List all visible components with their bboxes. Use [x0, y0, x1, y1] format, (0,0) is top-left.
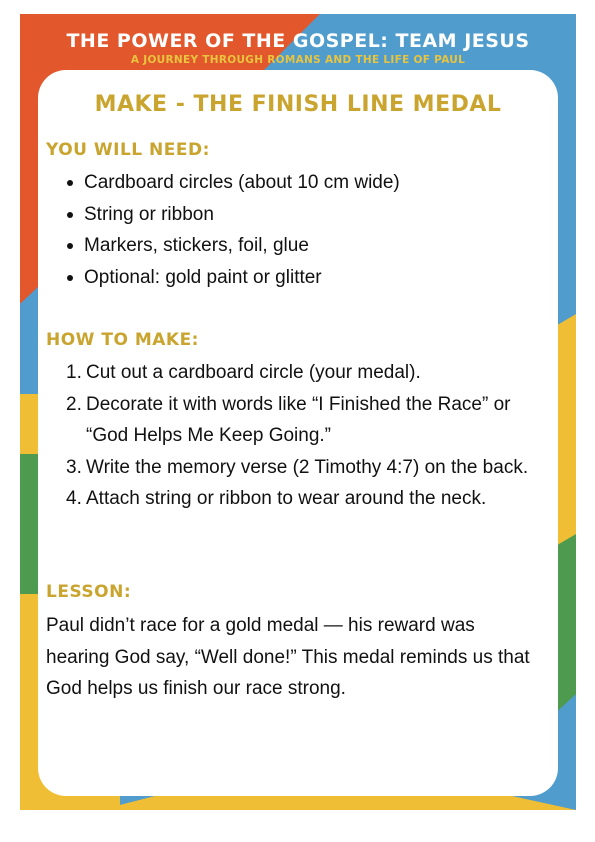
- header-title: THE POWER OF THE GOSPEL: TEAM JESUS: [66, 30, 530, 52]
- bullet-icon: [67, 243, 73, 249]
- list-item: 2. Decorate it with words like “I Finished the Race” or “God Helps Me Keep Going.”: [66, 393, 511, 446]
- list-item: String or ribbon: [46, 199, 400, 231]
- list-item: Optional: gold paint or glitter: [46, 262, 400, 294]
- content-card: [38, 70, 558, 796]
- steps-list: [46, 357, 554, 515]
- header-subtitle: A JOURNEY THROUGH ROMANS AND THE LIFE OF PAUL: [130, 54, 466, 66]
- list-item: 3. Write the memory verse (2 Timothy 4:7) on the back.: [66, 456, 529, 478]
- list-item: 4. Attach string or ribbon to wear around the neck.: [66, 488, 487, 509]
- how-to-make-heading: HOW TO MAKE:: [46, 330, 199, 350]
- list-item: Markers, stickers, foil, glue: [46, 230, 400, 262]
- bullet-icon: [67, 275, 73, 281]
- list-item: 1. Cut out a cardboard circle (your medal).: [66, 362, 421, 383]
- activity-title: MAKE - THE FINISH LINE MEDAL: [94, 92, 502, 117]
- materials-list: [46, 167, 400, 293]
- list-item: Cardboard circles (about 10 cm wide): [46, 167, 400, 199]
- you-will-need-heading: YOU WILL NEED:: [46, 140, 210, 160]
- lesson-text: Paul didn’t race for a gold medal — his reward was hearing God say, “Well done!” This medal reminds us that God helps us finish our race strong.: [46, 615, 530, 699]
- lesson-heading: LESSON:: [46, 582, 132, 602]
- bullet-icon: [67, 212, 73, 218]
- bullet-icon: [67, 180, 73, 186]
- poster-frame: [20, 14, 576, 810]
